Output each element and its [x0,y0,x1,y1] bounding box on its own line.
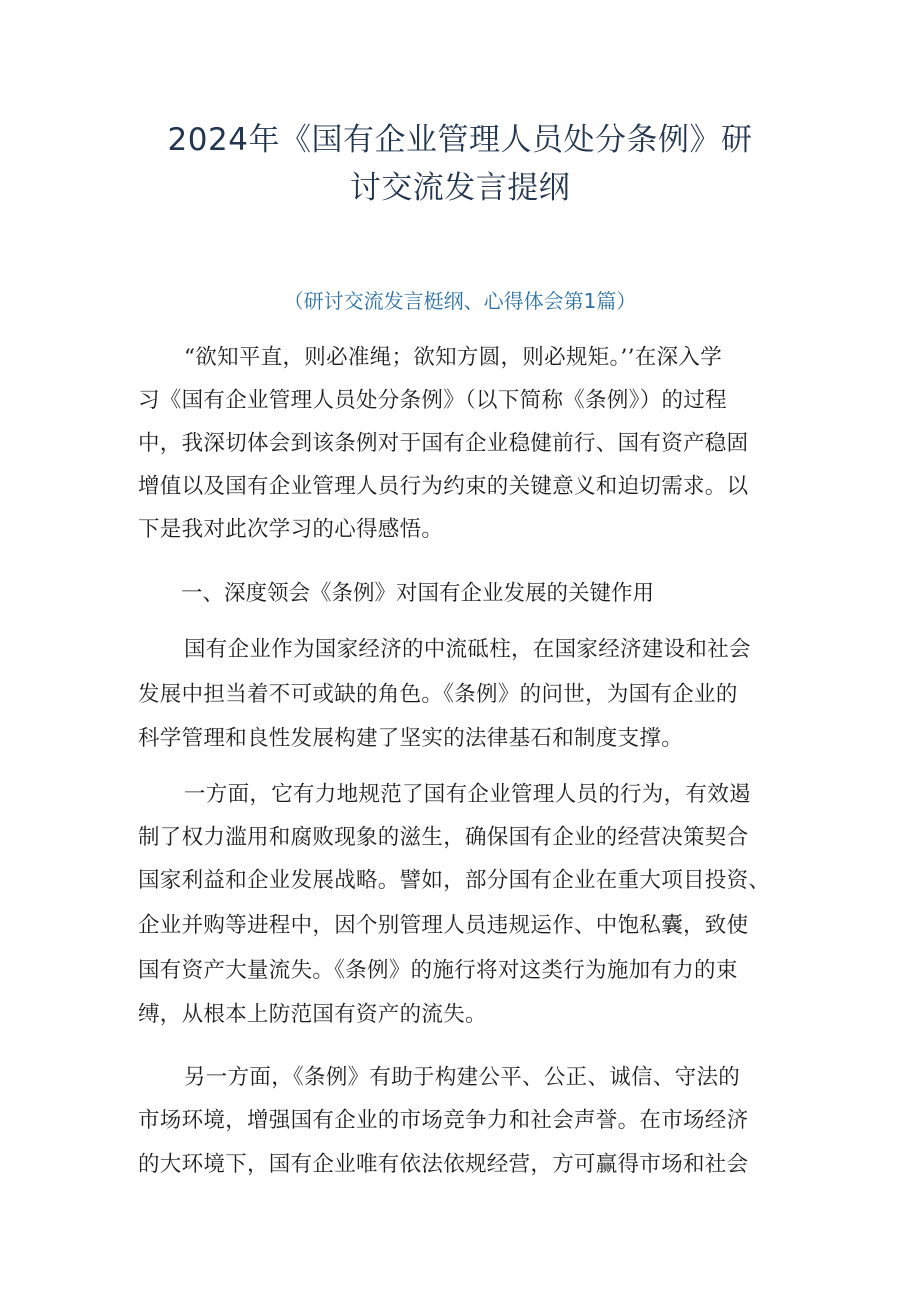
section-heading-1: 一、深度领会《条例》对国有企业发展的关键作用 [181,581,655,606]
paragraph-line: 的大环境下，国有企业唯有依法依规经营，方可赢得市场和社会 [138,1152,749,1177]
paragraph-line: 另一方面，《条例》有助于构建公平、公正、诚信、守法的 [184,1065,741,1090]
paragraph-line: 习《国有企业管理人员处分条例》（以下简称《条例》）的过程 [138,388,727,413]
paragraph-line: 科学管理和良性发展构建了坚实的法律基石和制度支撑。 [138,726,684,751]
paragraph-line: 国家利益和企业发展战略。譬如，部分国有企业在重大项目投资、 [138,868,771,893]
paragraph-line: 国有企业作为国家经济的中流砥柱，在国家经济建设和社会 [184,637,751,662]
document-title-line-1: 2024年《国有企业管理人员处分条例》研 [167,122,753,158]
document-subtitle: （研讨交流发言梃纲、心得体会第1篇） [283,289,637,313]
paragraph-line: “欲知平直，则必准绳；欲知方圆，则必规矩。’’在深入学 [184,345,723,370]
paragraph-line: 国有资产大量流失。《条例》的施行将对这类行为施加有力的束 [138,958,738,983]
paragraph-line: 中，我深切体会到该条例对于国有企业稳健前行、国有资产稳固 [138,431,749,456]
paragraph-line: 一方面，它有力地规范了国有企业管理人员的行为，有效遏 [184,782,751,807]
paragraph-line: 发展中担当着不可或缺的角色。《条例》的问世，为国有企业的 [138,682,738,707]
paragraph-line: 缚，从根本上防范国有资产的流失。 [138,1002,487,1027]
paragraph-line: 企业并购等进程中，因个别管理人员违规运作、中饱私囊，致使 [138,913,749,938]
paragraph-line: 下是我对此次学习的心得感悟。 [138,517,444,542]
paragraph-line: 制了权力滥用和腐败现象的滋生，确保国有企业的经营决策契合 [138,825,749,850]
paragraph-line: 市场环境，增强国有企业的市场竞争力和社会声誉。在市场经济 [138,1108,749,1133]
document-title-line-2: 讨交流发言提纲 [349,170,571,206]
paragraph-line: 增值以及国有企业管理人员行为约束的关键意义和迫切需求。以 [138,474,749,499]
